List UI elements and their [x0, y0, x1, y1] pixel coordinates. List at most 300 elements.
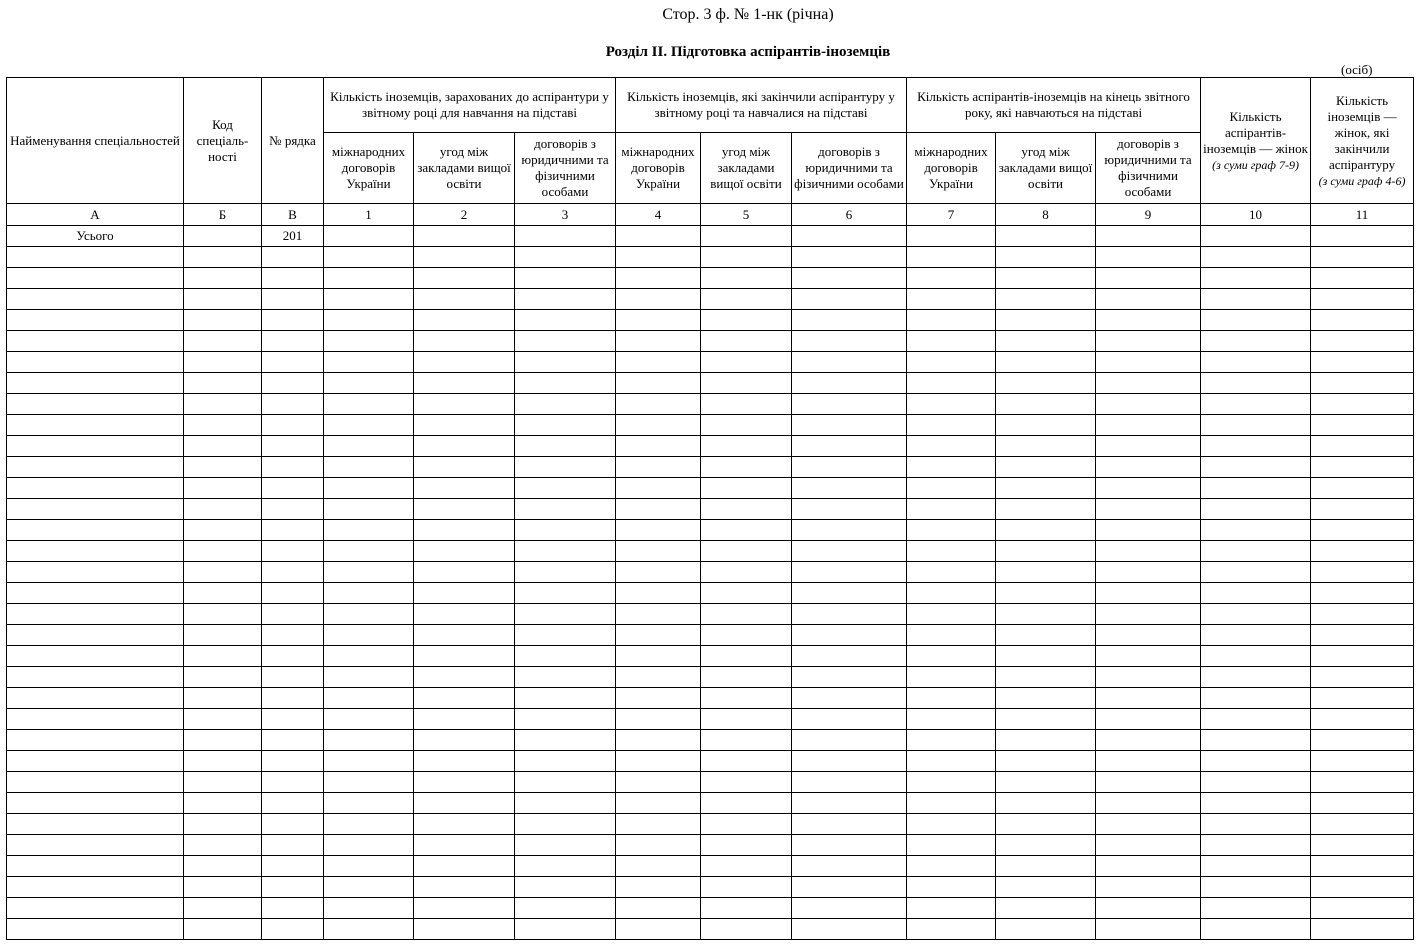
empty-cell[interactable]	[996, 520, 1096, 541]
empty-cell[interactable]	[184, 331, 262, 352]
total-cell-9[interactable]	[1096, 226, 1201, 247]
empty-cell[interactable]	[262, 373, 324, 394]
total-cell-1[interactable]	[324, 226, 414, 247]
empty-cell[interactable]	[414, 814, 515, 835]
empty-cell[interactable]	[792, 751, 907, 772]
empty-cell[interactable]	[907, 835, 996, 856]
empty-cell[interactable]	[907, 247, 996, 268]
empty-cell[interactable]	[907, 898, 996, 919]
empty-cell[interactable]	[1311, 499, 1414, 520]
empty-cell[interactable]	[1201, 352, 1311, 373]
empty-cell[interactable]	[907, 751, 996, 772]
empty-cell[interactable]	[907, 604, 996, 625]
empty-cell[interactable]	[184, 373, 262, 394]
empty-cell[interactable]	[996, 793, 1096, 814]
empty-cell[interactable]	[184, 709, 262, 730]
empty-cell[interactable]	[1096, 289, 1201, 310]
empty-cell[interactable]	[414, 436, 515, 457]
empty-cell[interactable]	[1311, 730, 1414, 751]
empty-cell[interactable]	[324, 520, 414, 541]
empty-cell[interactable]	[792, 898, 907, 919]
empty-cell[interactable]	[792, 415, 907, 436]
empty-cell[interactable]	[1201, 814, 1311, 835]
empty-cell[interactable]	[7, 583, 184, 604]
empty-cell[interactable]	[515, 436, 616, 457]
empty-cell[interactable]	[907, 478, 996, 499]
empty-cell[interactable]	[262, 919, 324, 940]
empty-cell[interactable]	[996, 541, 1096, 562]
empty-cell[interactable]	[616, 835, 701, 856]
empty-cell[interactable]	[996, 373, 1096, 394]
empty-cell[interactable]	[262, 457, 324, 478]
empty-cell[interactable]	[7, 247, 184, 268]
empty-cell[interactable]	[414, 646, 515, 667]
empty-cell[interactable]	[1096, 625, 1201, 646]
empty-cell[interactable]	[701, 331, 792, 352]
empty-cell[interactable]	[996, 394, 1096, 415]
empty-cell[interactable]	[701, 499, 792, 520]
empty-cell[interactable]	[1201, 520, 1311, 541]
empty-cell[interactable]	[7, 541, 184, 562]
empty-cell[interactable]	[907, 310, 996, 331]
total-cell-7[interactable]	[907, 226, 996, 247]
empty-cell[interactable]	[515, 499, 616, 520]
empty-cell[interactable]	[414, 331, 515, 352]
empty-cell[interactable]	[324, 415, 414, 436]
empty-cell[interactable]	[907, 289, 996, 310]
empty-cell[interactable]	[1201, 541, 1311, 562]
empty-cell[interactable]	[414, 709, 515, 730]
empty-cell[interactable]	[907, 520, 996, 541]
empty-cell[interactable]	[1096, 352, 1201, 373]
empty-cell[interactable]	[907, 352, 996, 373]
empty-cell[interactable]	[1311, 373, 1414, 394]
empty-cell[interactable]	[996, 310, 1096, 331]
empty-cell[interactable]	[262, 478, 324, 499]
empty-cell[interactable]	[1201, 289, 1311, 310]
empty-cell[interactable]	[1096, 730, 1201, 751]
empty-cell[interactable]	[792, 919, 907, 940]
empty-cell[interactable]	[1096, 247, 1201, 268]
empty-cell[interactable]	[1201, 772, 1311, 793]
empty-cell[interactable]	[324, 625, 414, 646]
empty-cell[interactable]	[414, 520, 515, 541]
empty-cell[interactable]	[515, 247, 616, 268]
empty-cell[interactable]	[701, 352, 792, 373]
empty-cell[interactable]	[414, 310, 515, 331]
empty-cell[interactable]	[184, 436, 262, 457]
empty-cell[interactable]	[414, 625, 515, 646]
empty-cell[interactable]	[515, 415, 616, 436]
empty-cell[interactable]	[1311, 562, 1414, 583]
total-cell-3[interactable]	[515, 226, 616, 247]
empty-cell[interactable]	[616, 520, 701, 541]
empty-cell[interactable]	[701, 268, 792, 289]
empty-cell[interactable]	[184, 646, 262, 667]
empty-cell[interactable]	[1096, 436, 1201, 457]
empty-cell[interactable]	[414, 583, 515, 604]
empty-cell[interactable]	[262, 730, 324, 751]
empty-cell[interactable]	[616, 373, 701, 394]
empty-cell[interactable]	[515, 394, 616, 415]
empty-cell[interactable]	[907, 667, 996, 688]
empty-cell[interactable]	[701, 730, 792, 751]
empty-cell[interactable]	[184, 856, 262, 877]
empty-cell[interactable]	[1311, 289, 1414, 310]
empty-cell[interactable]	[792, 604, 907, 625]
empty-cell[interactable]	[792, 289, 907, 310]
empty-cell[interactable]	[262, 898, 324, 919]
empty-cell[interactable]	[1201, 877, 1311, 898]
empty-cell[interactable]	[414, 373, 515, 394]
empty-cell[interactable]	[1201, 793, 1311, 814]
empty-cell[interactable]	[324, 814, 414, 835]
empty-cell[interactable]	[996, 562, 1096, 583]
empty-cell[interactable]	[907, 373, 996, 394]
empty-cell[interactable]	[414, 541, 515, 562]
empty-cell[interactable]	[414, 835, 515, 856]
empty-cell[interactable]	[1096, 667, 1201, 688]
empty-cell[interactable]	[907, 436, 996, 457]
empty-cell[interactable]	[414, 268, 515, 289]
empty-cell[interactable]	[414, 919, 515, 940]
empty-cell[interactable]	[1096, 394, 1201, 415]
empty-cell[interactable]	[184, 877, 262, 898]
empty-cell[interactable]	[324, 394, 414, 415]
empty-cell[interactable]	[1096, 751, 1201, 772]
empty-cell[interactable]	[907, 856, 996, 877]
empty-cell[interactable]	[1311, 457, 1414, 478]
empty-cell[interactable]	[515, 835, 616, 856]
total-cell-6[interactable]	[792, 226, 907, 247]
empty-cell[interactable]	[616, 478, 701, 499]
empty-cell[interactable]	[701, 877, 792, 898]
empty-cell[interactable]	[701, 772, 792, 793]
empty-cell[interactable]	[616, 415, 701, 436]
empty-cell[interactable]	[907, 625, 996, 646]
empty-cell[interactable]	[792, 394, 907, 415]
empty-cell[interactable]	[907, 583, 996, 604]
empty-cell[interactable]	[1201, 583, 1311, 604]
empty-cell[interactable]	[792, 541, 907, 562]
total-cell-8[interactable]	[996, 226, 1096, 247]
empty-cell[interactable]	[7, 499, 184, 520]
empty-cell[interactable]	[324, 331, 414, 352]
empty-cell[interactable]	[324, 583, 414, 604]
empty-cell[interactable]	[7, 268, 184, 289]
empty-cell[interactable]	[324, 751, 414, 772]
empty-cell[interactable]	[616, 856, 701, 877]
empty-cell[interactable]	[324, 856, 414, 877]
empty-cell[interactable]	[515, 730, 616, 751]
empty-cell[interactable]	[7, 772, 184, 793]
empty-cell[interactable]	[996, 478, 1096, 499]
empty-cell[interactable]	[414, 604, 515, 625]
empty-cell[interactable]	[996, 247, 1096, 268]
empty-cell[interactable]	[515, 562, 616, 583]
empty-cell[interactable]	[701, 541, 792, 562]
empty-cell[interactable]	[324, 247, 414, 268]
empty-cell[interactable]	[1311, 667, 1414, 688]
empty-cell[interactable]	[262, 289, 324, 310]
empty-cell[interactable]	[1311, 751, 1414, 772]
empty-cell[interactable]	[7, 436, 184, 457]
empty-cell[interactable]	[996, 856, 1096, 877]
empty-cell[interactable]	[184, 562, 262, 583]
empty-cell[interactable]	[1311, 856, 1414, 877]
empty-cell[interactable]	[701, 688, 792, 709]
empty-cell[interactable]	[907, 394, 996, 415]
empty-cell[interactable]	[262, 814, 324, 835]
empty-cell[interactable]	[616, 814, 701, 835]
empty-cell[interactable]	[7, 604, 184, 625]
empty-cell[interactable]	[792, 310, 907, 331]
empty-cell[interactable]	[262, 541, 324, 562]
empty-cell[interactable]	[1096, 373, 1201, 394]
empty-cell[interactable]	[7, 331, 184, 352]
empty-cell[interactable]	[1201, 268, 1311, 289]
empty-cell[interactable]	[907, 709, 996, 730]
empty-cell[interactable]	[7, 457, 184, 478]
empty-cell[interactable]	[262, 415, 324, 436]
total-cell-11[interactable]	[1311, 226, 1414, 247]
empty-cell[interactable]	[1201, 604, 1311, 625]
empty-cell[interactable]	[996, 457, 1096, 478]
empty-cell[interactable]	[1096, 856, 1201, 877]
empty-cell[interactable]	[414, 499, 515, 520]
empty-cell[interactable]	[616, 289, 701, 310]
empty-cell[interactable]	[792, 625, 907, 646]
empty-cell[interactable]	[701, 709, 792, 730]
empty-cell[interactable]	[1201, 457, 1311, 478]
empty-cell[interactable]	[262, 352, 324, 373]
empty-cell[interactable]	[996, 919, 1096, 940]
empty-cell[interactable]	[1201, 478, 1311, 499]
empty-cell[interactable]	[792, 730, 907, 751]
empty-cell[interactable]	[1311, 247, 1414, 268]
empty-cell[interactable]	[996, 688, 1096, 709]
empty-cell[interactable]	[414, 877, 515, 898]
empty-cell[interactable]	[515, 625, 616, 646]
empty-cell[interactable]	[515, 604, 616, 625]
empty-cell[interactable]	[7, 394, 184, 415]
empty-cell[interactable]	[7, 814, 184, 835]
empty-cell[interactable]	[1096, 898, 1201, 919]
empty-cell[interactable]	[184, 772, 262, 793]
empty-cell[interactable]	[515, 877, 616, 898]
empty-cell[interactable]	[996, 751, 1096, 772]
empty-cell[interactable]	[792, 478, 907, 499]
empty-cell[interactable]	[996, 814, 1096, 835]
empty-cell[interactable]	[1201, 562, 1311, 583]
empty-cell[interactable]	[616, 310, 701, 331]
total-code-cell[interactable]	[184, 226, 262, 247]
empty-cell[interactable]	[701, 289, 792, 310]
empty-cell[interactable]	[701, 646, 792, 667]
empty-cell[interactable]	[324, 667, 414, 688]
empty-cell[interactable]	[262, 856, 324, 877]
empty-cell[interactable]	[184, 814, 262, 835]
empty-cell[interactable]	[184, 310, 262, 331]
empty-cell[interactable]	[701, 562, 792, 583]
empty-cell[interactable]	[1201, 394, 1311, 415]
empty-cell[interactable]	[907, 919, 996, 940]
empty-cell[interactable]	[515, 667, 616, 688]
empty-cell[interactable]	[262, 310, 324, 331]
empty-cell[interactable]	[616, 898, 701, 919]
empty-cell[interactable]	[996, 898, 1096, 919]
empty-cell[interactable]	[7, 793, 184, 814]
empty-cell[interactable]	[907, 331, 996, 352]
empty-cell[interactable]	[616, 436, 701, 457]
empty-cell[interactable]	[1311, 919, 1414, 940]
empty-cell[interactable]	[701, 835, 792, 856]
empty-cell[interactable]	[414, 730, 515, 751]
empty-cell[interactable]	[324, 772, 414, 793]
empty-cell[interactable]	[701, 919, 792, 940]
empty-cell[interactable]	[515, 793, 616, 814]
empty-cell[interactable]	[907, 457, 996, 478]
empty-cell[interactable]	[7, 709, 184, 730]
empty-cell[interactable]	[7, 688, 184, 709]
empty-cell[interactable]	[184, 499, 262, 520]
empty-cell[interactable]	[515, 289, 616, 310]
empty-cell[interactable]	[515, 646, 616, 667]
empty-cell[interactable]	[792, 646, 907, 667]
empty-cell[interactable]	[792, 562, 907, 583]
empty-cell[interactable]	[996, 289, 1096, 310]
empty-cell[interactable]	[262, 268, 324, 289]
empty-cell[interactable]	[184, 919, 262, 940]
empty-cell[interactable]	[1311, 478, 1414, 499]
empty-cell[interactable]	[1096, 478, 1201, 499]
empty-cell[interactable]	[324, 835, 414, 856]
empty-cell[interactable]	[907, 499, 996, 520]
empty-cell[interactable]	[1096, 583, 1201, 604]
total-cell-5[interactable]	[701, 226, 792, 247]
empty-cell[interactable]	[414, 856, 515, 877]
empty-cell[interactable]	[792, 667, 907, 688]
empty-cell[interactable]	[1096, 793, 1201, 814]
empty-cell[interactable]	[701, 625, 792, 646]
empty-cell[interactable]	[616, 730, 701, 751]
empty-cell[interactable]	[616, 919, 701, 940]
empty-cell[interactable]	[907, 541, 996, 562]
empty-cell[interactable]	[616, 877, 701, 898]
empty-cell[interactable]	[701, 898, 792, 919]
empty-cell[interactable]	[414, 793, 515, 814]
empty-cell[interactable]	[7, 625, 184, 646]
empty-cell[interactable]	[515, 898, 616, 919]
empty-cell[interactable]	[324, 436, 414, 457]
empty-cell[interactable]	[414, 562, 515, 583]
empty-cell[interactable]	[1311, 814, 1414, 835]
empty-cell[interactable]	[996, 709, 1096, 730]
empty-cell[interactable]	[515, 478, 616, 499]
empty-cell[interactable]	[1311, 898, 1414, 919]
empty-cell[interactable]	[996, 646, 1096, 667]
empty-cell[interactable]	[414, 247, 515, 268]
empty-cell[interactable]	[907, 772, 996, 793]
empty-cell[interactable]	[616, 394, 701, 415]
empty-cell[interactable]	[184, 457, 262, 478]
empty-cell[interactable]	[262, 499, 324, 520]
empty-cell[interactable]	[701, 310, 792, 331]
total-cell-10[interactable]	[1201, 226, 1311, 247]
empty-cell[interactable]	[515, 751, 616, 772]
empty-cell[interactable]	[616, 562, 701, 583]
empty-cell[interactable]	[262, 604, 324, 625]
empty-cell[interactable]	[184, 247, 262, 268]
empty-cell[interactable]	[324, 919, 414, 940]
empty-cell[interactable]	[1201, 247, 1311, 268]
empty-cell[interactable]	[792, 247, 907, 268]
empty-cell[interactable]	[324, 457, 414, 478]
empty-cell[interactable]	[262, 247, 324, 268]
empty-cell[interactable]	[616, 688, 701, 709]
empty-cell[interactable]	[1096, 562, 1201, 583]
empty-cell[interactable]	[7, 751, 184, 772]
empty-cell[interactable]	[324, 499, 414, 520]
empty-cell[interactable]	[792, 436, 907, 457]
empty-cell[interactable]	[414, 772, 515, 793]
empty-cell[interactable]	[907, 646, 996, 667]
empty-cell[interactable]	[996, 667, 1096, 688]
empty-cell[interactable]	[1311, 352, 1414, 373]
empty-cell[interactable]	[792, 373, 907, 394]
empty-cell[interactable]	[184, 835, 262, 856]
empty-cell[interactable]	[324, 562, 414, 583]
empty-cell[interactable]	[792, 520, 907, 541]
empty-cell[interactable]	[184, 898, 262, 919]
empty-cell[interactable]	[262, 394, 324, 415]
empty-cell[interactable]	[907, 814, 996, 835]
empty-cell[interactable]	[701, 457, 792, 478]
empty-cell[interactable]	[324, 646, 414, 667]
empty-cell[interactable]	[1311, 541, 1414, 562]
empty-cell[interactable]	[515, 814, 616, 835]
empty-cell[interactable]	[1311, 583, 1414, 604]
empty-cell[interactable]	[184, 583, 262, 604]
empty-cell[interactable]	[262, 772, 324, 793]
empty-cell[interactable]	[515, 331, 616, 352]
empty-cell[interactable]	[701, 436, 792, 457]
empty-cell[interactable]	[701, 478, 792, 499]
empty-cell[interactable]	[414, 457, 515, 478]
empty-cell[interactable]	[324, 688, 414, 709]
empty-cell[interactable]	[324, 730, 414, 751]
empty-cell[interactable]	[7, 310, 184, 331]
empty-cell[interactable]	[907, 415, 996, 436]
empty-cell[interactable]	[414, 289, 515, 310]
empty-cell[interactable]	[184, 730, 262, 751]
empty-cell[interactable]	[1096, 604, 1201, 625]
empty-cell[interactable]	[616, 268, 701, 289]
empty-cell[interactable]	[7, 289, 184, 310]
empty-cell[interactable]	[184, 415, 262, 436]
empty-cell[interactable]	[1201, 751, 1311, 772]
empty-cell[interactable]	[7, 352, 184, 373]
empty-cell[interactable]	[184, 688, 262, 709]
empty-cell[interactable]	[701, 667, 792, 688]
empty-cell[interactable]	[616, 457, 701, 478]
empty-cell[interactable]	[616, 541, 701, 562]
empty-cell[interactable]	[1311, 436, 1414, 457]
empty-cell[interactable]	[616, 247, 701, 268]
empty-cell[interactable]	[414, 352, 515, 373]
empty-cell[interactable]	[1311, 310, 1414, 331]
empty-cell[interactable]	[996, 877, 1096, 898]
